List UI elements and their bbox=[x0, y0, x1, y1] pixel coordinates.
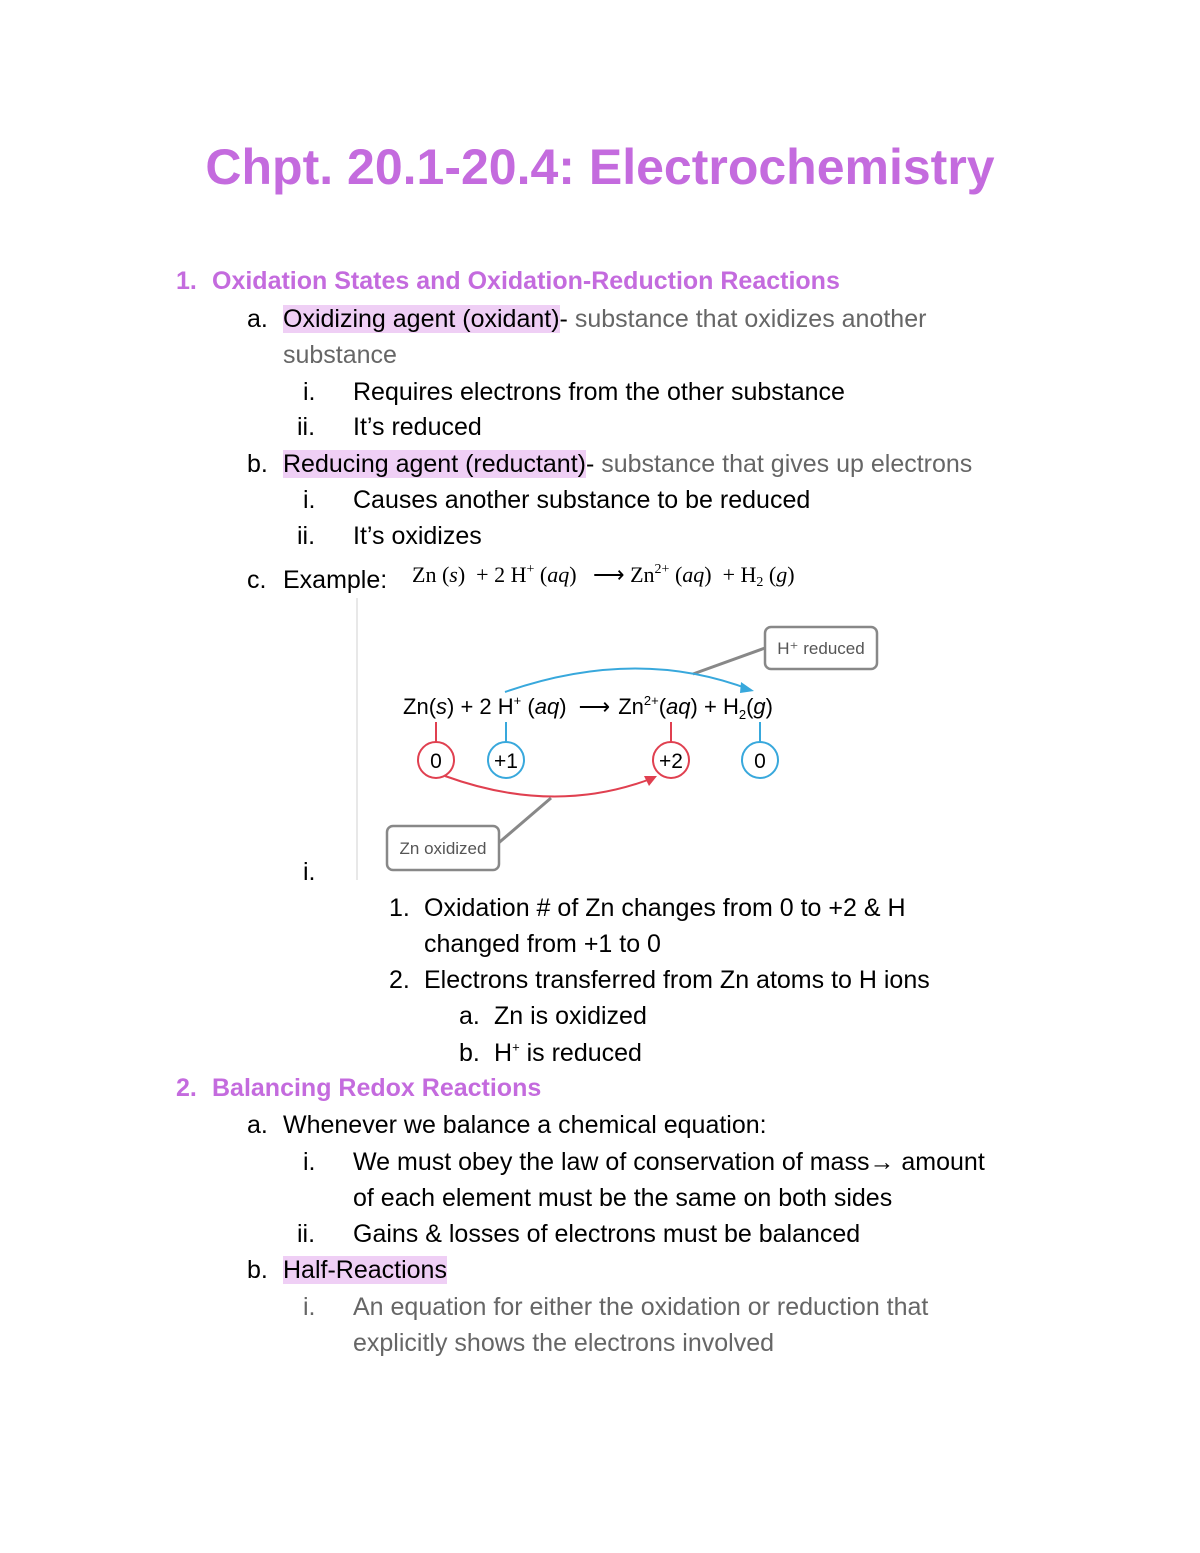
electron-gain-arrow bbox=[505, 668, 751, 692]
electron-loss-arrow bbox=[445, 776, 653, 797]
arrowhead bbox=[740, 682, 754, 693]
page-title: Chpt. 20.1-20.4: Electrochemistry bbox=[205, 139, 995, 195]
list-marker: i. bbox=[303, 858, 316, 886]
oxidizing-agent-definition: substance that oxidizes another bbox=[567, 305, 927, 333]
list-marker: c. bbox=[247, 566, 267, 594]
eq-state: aq bbox=[682, 562, 705, 587]
list-marker: b. bbox=[459, 1039, 480, 1067]
list-marker: ii. bbox=[297, 1220, 316, 1248]
list-item bbox=[494, 1039, 642, 1068]
eq-zn: Zn bbox=[412, 562, 437, 587]
list-item: Whenever we balance a chemical equation: bbox=[283, 1111, 767, 1139]
list-marker: ii. bbox=[297, 522, 316, 550]
section-1-number: 1. bbox=[176, 267, 197, 295]
list-item: It’s oxidizes bbox=[353, 522, 482, 550]
list-marker: i. bbox=[303, 486, 316, 514]
oxidizing-agent-item bbox=[283, 305, 926, 334]
eq-h: + 2 H bbox=[476, 562, 527, 587]
eq-charge: + bbox=[526, 562, 535, 577]
callout-pointer bbox=[693, 648, 765, 674]
reducing-agent-item bbox=[283, 450, 972, 479]
oxidizing-agent-term: Oxidizing agent (oxidant) bbox=[283, 305, 560, 333]
h-symbol: H bbox=[494, 1039, 513, 1067]
list-marker: 1. bbox=[389, 894, 410, 922]
list-marker: 2. bbox=[389, 966, 410, 994]
example-label: Example: bbox=[283, 566, 388, 594]
half-reactions-term: Half-Reactions bbox=[283, 1256, 447, 1284]
list-item: We must obey the law of conservation of mass→ amount bbox=[353, 1148, 985, 1176]
eq-zn2: Zn bbox=[630, 562, 655, 587]
eq-charge: 2+ bbox=[654, 562, 670, 577]
list-item: Causes another substance to be reduced bbox=[353, 486, 811, 514]
text: is reduced bbox=[519, 1039, 642, 1067]
list-marker: a. bbox=[459, 1002, 480, 1030]
eq-state: g bbox=[776, 562, 788, 587]
list-marker: b. bbox=[247, 450, 268, 478]
list-marker: i. bbox=[303, 1293, 316, 1321]
eq-subscript: 2 bbox=[756, 575, 764, 590]
ox-h2-value: 0 bbox=[754, 750, 766, 773]
list-marker: i. bbox=[303, 378, 316, 406]
list-item: Electrons transferred from Zn atoms to H ions bbox=[424, 966, 930, 994]
charge: + bbox=[512, 1039, 520, 1055]
eq-state: s bbox=[449, 562, 458, 587]
zn-oxidized-label: Zn oxidized bbox=[399, 839, 487, 858]
list-item-cont: changed from +1 to 0 bbox=[424, 930, 661, 958]
half-reactions-item bbox=[283, 1256, 447, 1285]
section-2-number: 2. bbox=[176, 1074, 197, 1102]
list-item-cont: of each element must be the same on both sides bbox=[353, 1184, 893, 1212]
section-2-heading: Balancing Redox Reactions bbox=[212, 1074, 542, 1102]
eq-state: aq bbox=[547, 562, 570, 587]
list-marker: ii. bbox=[297, 413, 316, 441]
dash: - bbox=[585, 450, 595, 478]
dash: - bbox=[559, 305, 568, 333]
list-item: Oxidation # of Zn changes from 0 to +2 & H bbox=[424, 894, 906, 922]
list-item: Requires electrons from the other substance bbox=[353, 378, 845, 406]
list-item: It’s reduced bbox=[353, 413, 482, 441]
list-marker: b. bbox=[247, 1256, 268, 1284]
callout-pointer bbox=[495, 798, 551, 846]
example-equation: Zn (s) + 2 H+ (aq) ⟶ $Zn^{2+}$ $(aq) + H_2$ (g) bbox=[412, 562, 795, 590]
list-item: Zn is oxidized bbox=[494, 1002, 647, 1030]
reducing-agent-definition: substance that gives up electrons bbox=[594, 450, 973, 478]
list-marker: i. bbox=[303, 1148, 316, 1176]
half-reactions-definition: An equation for either the oxidation or reduction that bbox=[353, 1293, 929, 1321]
eq-h2: + H bbox=[722, 562, 757, 587]
oxidizing-agent-definition-cont: substance bbox=[283, 341, 397, 369]
half-reactions-definition-cont: explicitly shows the electrons involved bbox=[353, 1329, 775, 1357]
ox-h-value: +1 bbox=[494, 750, 518, 773]
list-marker: a. bbox=[247, 1111, 268, 1139]
list-item: Gains & losses of electrons must be balanced bbox=[353, 1220, 861, 1248]
eq-arrow: ⟶ bbox=[593, 562, 625, 587]
redox-figure bbox=[355, 598, 895, 880]
ox-zn-value: 0 bbox=[430, 750, 442, 773]
reducing-agent-term: Reducing agent (reductant) bbox=[283, 450, 586, 478]
h-reduced-label: H⁺ reduced bbox=[777, 639, 865, 658]
section-1-heading: Oxidation States and Oxidation-Reduction Reactions bbox=[212, 267, 840, 295]
figure-equation: Zn(s) + 2 H+ (aq) ⟶ $Zn^{2+}(aq) + H_2(g)$ bbox=[403, 693, 773, 722]
list-marker: a. bbox=[247, 305, 268, 333]
ox-zn2-value: +2 bbox=[659, 750, 683, 773]
